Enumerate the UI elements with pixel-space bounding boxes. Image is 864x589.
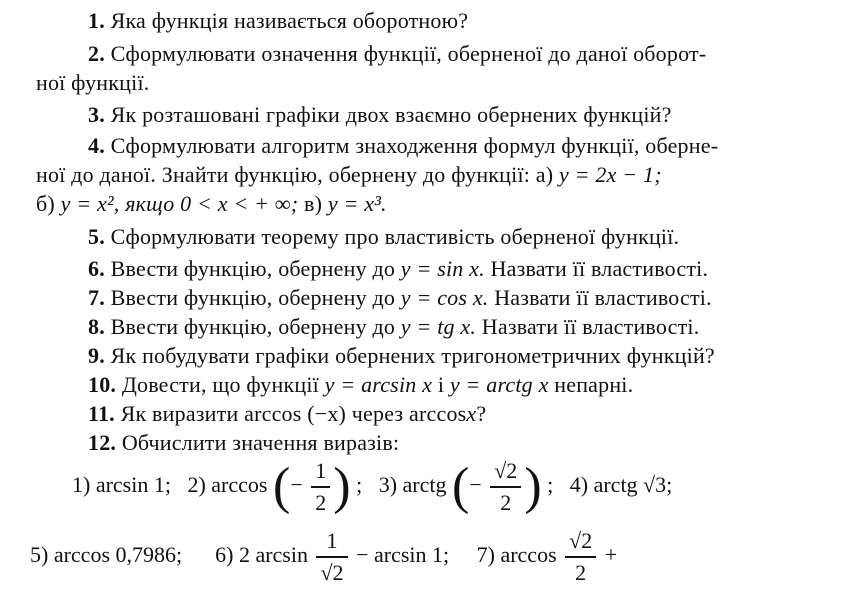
question-mark: ? [476,401,487,426]
open-paren: ( [451,458,470,515]
question-text: Як розташовані графіки двох взаємно обернених функцій? [110,102,672,127]
question-number: 1. [88,8,105,33]
question-3 [88,102,672,128]
equation-b: y = x², якщо 0 < x < + ∞; [60,191,299,216]
question-text-2: Назвати її властивості. [481,314,700,339]
conjunction: і [437,372,445,397]
question-text: Сформулювати означення функції, оберненої до даної оборот- [110,41,707,66]
numerator: 1 [316,528,347,558]
question-text: Ввести функцію, обернену до [110,256,396,281]
question-number: 8. [88,314,105,339]
equation: y = cos x. [400,285,489,310]
denominator: 2 [500,490,512,515]
expr-7-label: 7) arccos [476,542,557,568]
question-text-2: Назвати її властивості. [494,285,712,310]
question-number: 11. [88,401,115,426]
equation: y = sin x. [400,256,485,281]
close-paren: ) [333,458,351,515]
question-text: Обчислити значення виразів: [121,430,400,455]
question-number: 5. [88,224,105,249]
equation-b: y = arctg x [449,372,549,397]
numerator: 1 [311,458,330,488]
expr-1: 1) arcsin 1; [72,472,171,498]
expr-7-rest: + [604,542,618,568]
equation-a: y = arcsin x [324,372,433,397]
equation: y = tg x. [400,314,477,339]
question-4-line3 [36,191,387,217]
question-text: Ввести функцію, обернену до [110,285,396,310]
question-text-continuation: ної функції. [36,70,150,95]
question-10 [88,372,633,398]
question-number: 12. [88,430,117,455]
question-text: Сформулювати теорему про властивість оберненої функції. [110,224,680,249]
question-text: Яка функція називається оборотною? [110,8,469,33]
close-paren: ) [524,458,542,515]
question-4-cont [36,162,662,188]
denominator: √2 [320,560,344,585]
variable: x [466,401,477,426]
separator: ; [356,472,363,498]
question-text: Ввести функцію, обернену до [110,314,396,339]
open-paren: ( [272,458,291,515]
expr-6-rest: − arcsin 1; [356,542,450,568]
question-4 [88,133,718,159]
question-number: 9. [88,343,105,368]
question-text-continuation: ної до даної. Знайти функцію, обернену до функції: а) [36,162,554,187]
question-number: 4. [88,133,105,158]
expr-3-label: 3) arctg [378,472,447,498]
label-b: б) [36,191,55,216]
numerator: √2 [490,458,521,488]
question-text: Як побудувати графіки обернених тригонометричних функцій? [110,343,715,368]
question-text-2: непарні. [554,372,634,397]
label-c: в) [304,191,323,216]
question-5 [88,224,679,250]
expr-5: 5) arccos 0,7986; [30,542,183,568]
question-text: Як виразити arccos (−x) через arccos [120,401,467,426]
question-6 [88,256,708,282]
fraction [490,458,521,516]
question-number: 7. [88,285,105,310]
expr-2-label: 2) arccos [187,472,268,498]
separator: ; [547,472,554,498]
expr-6-label: 6) 2 arcsin [215,542,308,568]
denominator: 2 [315,490,327,515]
fraction [316,528,347,586]
question-2 [88,41,706,67]
question-9 [88,343,715,369]
question-7 [88,285,712,311]
question-2-cont [36,70,149,96]
expr-4: 4) arctg √3; [569,472,673,498]
fraction [311,458,330,516]
question-number: 3. [88,102,105,127]
denominator: 2 [575,560,587,585]
question-number: 6. [88,256,105,281]
question-text: Сформулювати алгоритм знаходження формул функції, оберне- [110,133,719,158]
question-12 [88,430,399,456]
question-number: 2. [88,41,105,66]
question-1 [88,8,468,34]
equation-a: y = 2x − 1; [558,162,662,187]
expression-row-2 [30,528,617,586]
equation-c: y = x³. [327,191,387,216]
question-text: Довести, що функції [121,372,319,397]
numerator: √2 [565,528,596,558]
minus-sign: − [469,472,482,498]
question-8 [88,314,699,340]
question-11 [88,401,486,427]
expression-row-1 [72,458,672,516]
question-text-2: Назвати її властивості. [490,256,709,281]
question-number: 10. [88,372,117,397]
minus-sign: − [290,472,303,498]
fraction [565,528,596,586]
